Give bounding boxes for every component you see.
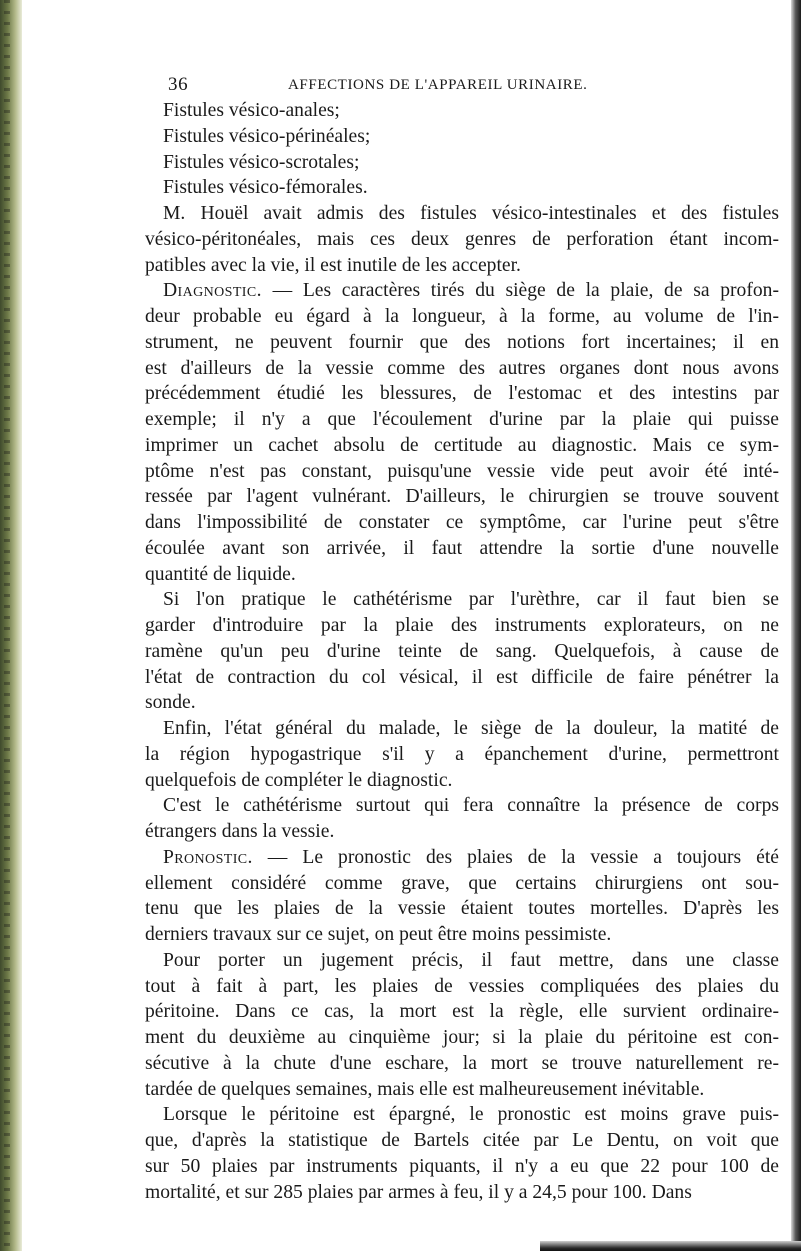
binding-edge-bottom <box>540 1241 801 1251</box>
text-line <box>145 613 779 639</box>
text-line <box>145 1180 779 1206</box>
list-item: Fistules vésico-fémorales. <box>163 177 368 199</box>
line-text: ellement considéré comme grave, que certains chirurgiens ont sou- <box>145 872 779 894</box>
text-line <box>145 742 779 768</box>
text-line <box>145 1051 779 1077</box>
line-text: l'état de contraction du col vésical, il est difficile de faire pénétrer la <box>145 666 779 688</box>
paragraph <box>145 587 779 716</box>
text-line <box>145 1025 779 1051</box>
text-line <box>145 948 779 974</box>
text-line <box>145 639 779 665</box>
text-line <box>145 690 779 716</box>
paragraphs <box>145 201 779 1205</box>
text-line <box>145 1128 779 1154</box>
binding-edge-left <box>0 0 22 1251</box>
line-text: exemple; il n'y a que l'écoulement d'urine par la plaie qui puisse <box>145 409 779 430</box>
text-line <box>145 536 779 562</box>
line-text: Si l'on pratique le cathétérisme par l'urèthre, car il faut bien se <box>163 589 779 611</box>
paragraph <box>145 948 779 1103</box>
binding-edge-right <box>791 0 801 1251</box>
text-line <box>145 768 779 794</box>
text-line <box>145 433 779 459</box>
text-line <box>145 484 779 510</box>
line-text: ment du deuxième au cinquième jour; si la plaie du péritoine est con- <box>145 1027 779 1048</box>
text-line <box>145 999 779 1025</box>
line-text: Enfin, l'état général du malade, le siège de la douleur, la matité de <box>163 718 779 739</box>
line-text: ressée par l'agent vulnérant. D'ailleurs, le chirurgien se trouve souvent <box>145 486 779 508</box>
fistula-list <box>145 98 779 201</box>
line-text: quantité de liquide. <box>145 563 296 585</box>
line-text: Lorsque le péritoine est épargné, le pronostic est moins grave puis- <box>163 1104 779 1126</box>
line-text: — Les caractères tirés du siège de la plaie, de sa profon- <box>261 280 779 302</box>
body-text <box>145 98 779 1205</box>
line-text: patibles avec la vie, il est inutile de les accepter. <box>145 254 521 276</box>
running-title: AFFECTIONS DE L'APPAREIL URINAIRE. <box>288 77 588 93</box>
line-text: deur probable eu égard à la longueur, à la forme, au volume de l'in- <box>145 306 779 327</box>
line-text: la région hypogastrique s'il y a épanchement d'urine, permettront <box>145 743 779 765</box>
line-text: étrangers dans la vessie. <box>145 821 335 842</box>
text-line <box>145 716 779 742</box>
line-text: — Le pronostic des plaies de la vessie a toujours été <box>252 846 779 868</box>
line-text: C'est le cathétérisme surtout qui fera connaître la présence de corps <box>163 795 779 817</box>
section-heading: Pronostic. <box>163 846 253 868</box>
list-item: Fistules vésico-anales; <box>163 100 340 121</box>
line-text: M. Houël avait admis des fistules vésico-intestinales et des fistules <box>163 203 779 224</box>
text-line <box>145 587 779 613</box>
page-number: 36 <box>168 74 189 95</box>
line-text: est d'ailleurs de la vessie comme des autres organes dont nous avons <box>145 357 779 379</box>
text-line <box>145 793 779 819</box>
line-text: péritoine. Dans ce cas, la mort est la règle, elle survient ordinaire- <box>145 1001 779 1023</box>
paragraph <box>145 278 779 587</box>
paragraph <box>145 716 779 793</box>
line-text: écoulée avant son arrivée, il faut attendre la sortie d'une nouvelle <box>145 537 779 559</box>
paragraph <box>145 1102 779 1205</box>
text-line <box>145 201 779 227</box>
paragraph <box>145 845 779 948</box>
line-text: sur 50 plaies par instruments piquants, il n'y a eu que 22 pour 100 de <box>145 1155 779 1177</box>
text-line <box>145 845 779 871</box>
text-line <box>145 871 779 897</box>
line-text: sonde. <box>145 692 196 714</box>
line-text: ptôme n'est pas constant, puisqu'une vessie vide peut avoir été inté- <box>145 460 779 482</box>
text-line <box>145 510 779 536</box>
text-line <box>145 304 779 330</box>
text-line <box>145 381 779 407</box>
line-text: garder d'introduire par la plaie des instruments explorateurs, on ne <box>145 615 779 636</box>
text-line <box>145 1077 779 1103</box>
text-line <box>145 1102 779 1128</box>
paragraph <box>145 201 779 278</box>
text-line <box>145 665 779 691</box>
text-line <box>145 1154 779 1180</box>
line-text: dans l'impossibilité de constater ce symptôme, car l'urine peut s'être <box>145 512 779 533</box>
text-line <box>145 407 779 433</box>
line-text: tout à fait à part, les plaies de vessies compliquées des plaies du <box>145 975 779 997</box>
text-line <box>145 278 779 304</box>
line-text: Pour porter un jugement précis, il faut mettre, dans une classe <box>163 949 779 971</box>
line-text: strument, ne peuvent fournir que des notions fort incertaines; il en <box>145 331 779 353</box>
text-line <box>145 922 779 948</box>
line-text: derniers travaux sur ce sujet, on peut être moins pessimiste. <box>145 924 612 945</box>
line-text: sécutive à la chute d'une eschare, la mort se trouve naturellement re- <box>145 1052 779 1074</box>
line-text: quelquefois de compléter le diagnostic. <box>145 769 453 791</box>
text-line <box>145 253 779 279</box>
text-line <box>145 356 779 382</box>
list-item: Fistules vésico-périnéales; <box>163 125 371 147</box>
text-line <box>145 562 779 588</box>
line-text: ramène qu'un peu d'urine teinte de sang. Quelquefois, à cause de <box>145 640 779 662</box>
list-item: Fistules vésico-scrotales; <box>163 151 360 173</box>
line-text: tardée de quelques semaines, mais elle est malheureusement inévitable. <box>145 1078 705 1100</box>
text-line <box>145 974 779 1000</box>
line-text: imprimer un cachet absolu de certitude au diagnostic. Mais ce sym- <box>145 434 779 456</box>
book-page <box>145 74 790 1203</box>
text-line <box>145 459 779 485</box>
line-text: tenu que les plaies de la vessie étaient toutes mortelles. D'après les <box>145 898 779 920</box>
section-heading: Diagnostic. <box>163 280 262 302</box>
page-header <box>145 74 790 96</box>
text-line <box>145 330 779 356</box>
paragraph <box>145 793 779 845</box>
text-line <box>145 227 779 253</box>
text-line <box>145 819 779 845</box>
text-line <box>145 896 779 922</box>
line-text: vésico-péritonéales, mais ces deux genres de perforation étant incom- <box>145 228 779 250</box>
line-text: mortalité, et sur 285 plaies par armes à feu, il y a 24,5 pour 100. Dans <box>145 1181 692 1203</box>
line-text: que, d'après la statistique de Bartels citée par Le Dentu, on voit que <box>145 1130 779 1151</box>
line-text: précédemment étudié les blessures, de l'estomac et des intestins par <box>145 383 779 405</box>
